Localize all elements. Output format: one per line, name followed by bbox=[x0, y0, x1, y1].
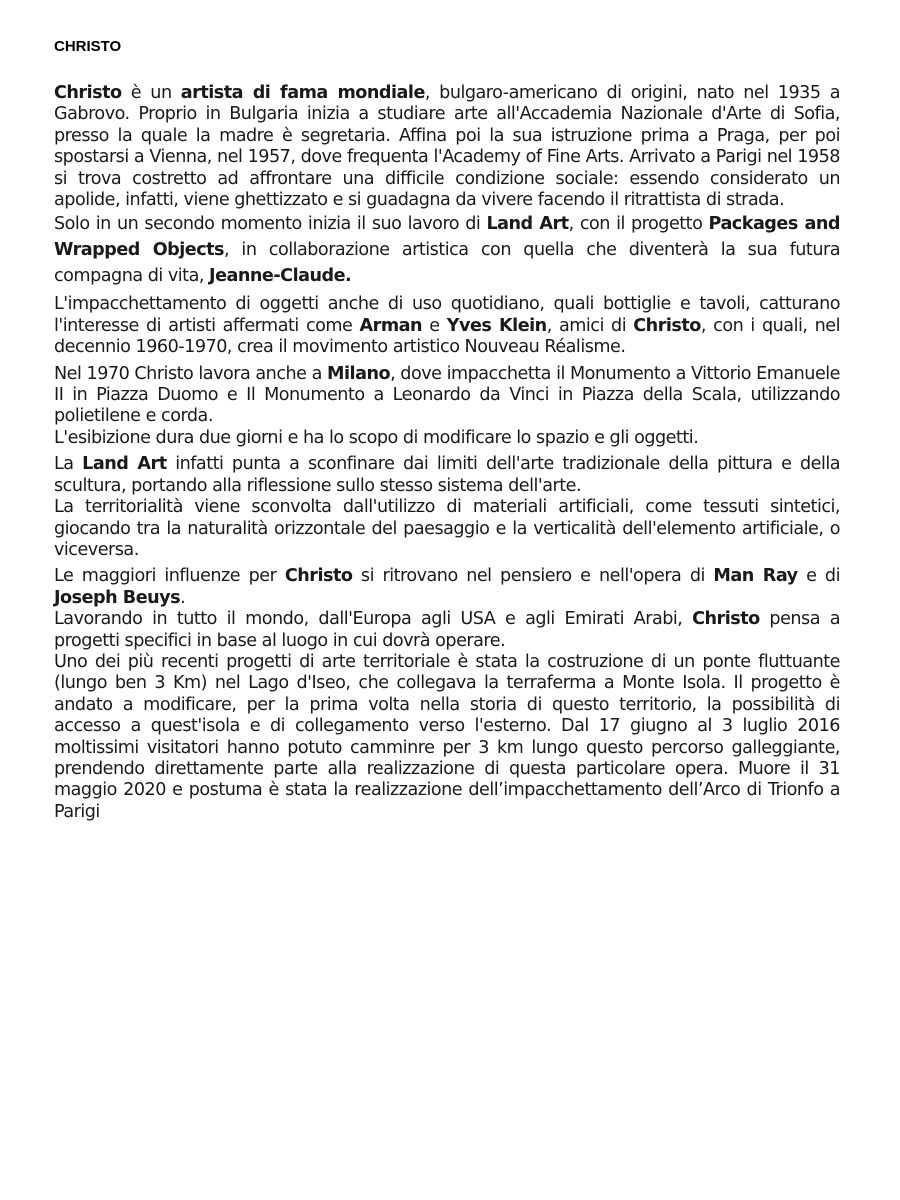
paragraph-land-art-purpose bbox=[54, 454, 840, 497]
paragraph-land-art bbox=[54, 211, 840, 289]
text-run: Solo in un secondo momento inizia il suo lavoro di bbox=[54, 214, 487, 235]
paragraph-nouveau-realisme bbox=[54, 294, 840, 358]
text-run: La bbox=[54, 454, 83, 475]
bold-text-run: Christo bbox=[54, 83, 122, 103]
text-run: , con i quali, nel decennio 1960-1970, crea il movimento artistico Nouveau Réalisme. bbox=[54, 315, 840, 358]
text-run: è un bbox=[121, 83, 181, 103]
paragraph-territorialita bbox=[54, 497, 840, 561]
bold-text-run: Packages and Wrapped Objects bbox=[54, 214, 840, 261]
bold-text-run: Joseph Beuys bbox=[54, 587, 181, 608]
text-run: La territorialità viene sconvolta dall'utilizzo di materiali artificiali, come tessuti sintetici, giocando tra la naturalità orizzontale del paesaggio e la verticalità dell'elemento artificiale, o viceversa. bbox=[54, 497, 840, 560]
paragraph-biography bbox=[54, 83, 840, 211]
text-run: Uno dei più recenti progetti di arte territoriale è stata la costruzione di un ponte fluttuante (lungo ben 3 Km) nel Lago d'Iseo, che collegava la terraferma a Monte Isola. Il progetto è andato a modificare, per la prima volta nella storia di questo territorio, la possibilità di accesso a quest'isola e di collegamento verso l'esterno. Dal 17 giugno al 3 luglio 2016 moltissimi visitatori hanno potuto camminre per 3 km lungo questo percorso galleggiante, prendendo direttamente parte alla realizzazione di questa particolare opera. Muore il 31 maggio 2020 e postuma è stata la realizzazione dell’impacchettamento dell’Arco di Trionfo a Parigi bbox=[54, 651, 840, 822]
document-title: CHRISTO bbox=[54, 38, 122, 55]
text-run: Lavorando in tutto il mondo, dall'Europa agli USA e agli Emirati Arabi, bbox=[54, 609, 693, 630]
paragraph-influenze bbox=[54, 566, 840, 609]
bold-text-run: Land Art bbox=[82, 454, 167, 475]
bold-text-run: Arman bbox=[359, 315, 423, 336]
text-run: , in collaborazione artistica con quella che diventerà la sua futura compagna di vita, bbox=[54, 240, 840, 287]
text-run: L'impacchettamento di oggetti anche di uso quotidiano, quali bottiglie e tavoli, catturano l'interesse di artisti affermati come bbox=[54, 294, 840, 336]
document-page bbox=[54, 38, 840, 823]
text-run: . bbox=[180, 587, 186, 608]
text-run: e bbox=[422, 315, 447, 336]
text-run: , dove impacchetta il Monumento a Vittorio Emanuele II in Piazza Duomo e Il Monumento a Leonardo da Vinci in Piazza della Scala, utilizzando polietilene e corda. bbox=[54, 363, 840, 427]
bold-text-run: Christo bbox=[633, 315, 701, 336]
text-run: pensa a progetti specifici in base al luogo in cui dovrà operare. bbox=[54, 609, 840, 651]
bold-text-run: Yves Klein bbox=[446, 315, 547, 336]
text-run: , amici di bbox=[546, 315, 634, 336]
bold-text-run: Jeanne-Claude. bbox=[209, 266, 352, 287]
bold-text-run: Man Ray bbox=[713, 566, 798, 587]
text-run: L'esibizione dura due giorni e ha lo scopo di modificare lo spazio e gli oggetti. bbox=[54, 427, 699, 448]
bold-text-run: Milano bbox=[327, 363, 391, 384]
bold-text-run: Christo bbox=[284, 566, 353, 587]
paragraph-ponte-iseo bbox=[54, 652, 840, 823]
text-run: si ritrovano nel pensiero e nell'opera di bbox=[352, 566, 714, 587]
document-body bbox=[54, 83, 840, 823]
text-run: Le maggiori influenze per bbox=[54, 566, 285, 587]
text-run: , bulgaro-americano di origini, nato nel 1935 a Gabrovo. Proprio in Bulgaria inizia a studiare arte all'Accademia Nazionale d'Arte di Sofia, presso la quale la madre è segretaria. Affina poi la sua istruzione prima a Praga, per poi spostarsi a Vienna, nel 1957, dove frequenta l'Academy of Fine Arts. Arrivato a Parigi nel 1958 si trova costretto ad affrontare una difficile condizione sociale: essendo considerato un apolide, infatti, viene ghettizzato e si guadagna da vivere facendo il ritrattista di strada. bbox=[54, 83, 840, 211]
text-run: e di bbox=[797, 566, 840, 587]
paragraph-mondo bbox=[54, 609, 840, 652]
bold-text-run: Land Art bbox=[486, 214, 569, 235]
text-run: Nel 1970 Christo lavora anche a bbox=[54, 363, 327, 384]
bold-text-run: Christo bbox=[692, 609, 760, 630]
paragraph-milano bbox=[54, 364, 840, 428]
bold-text-run: artista di fama mondiale bbox=[180, 83, 425, 103]
text-run: infatti punta a sconfinare dai limiti dell'arte tradizionale della pittura e della scultura, portando alla riflessione sullo stesso sistema dell'arte. bbox=[54, 454, 841, 496]
paragraph-esibizione bbox=[54, 428, 840, 449]
text-run: , con il progetto bbox=[568, 214, 709, 235]
